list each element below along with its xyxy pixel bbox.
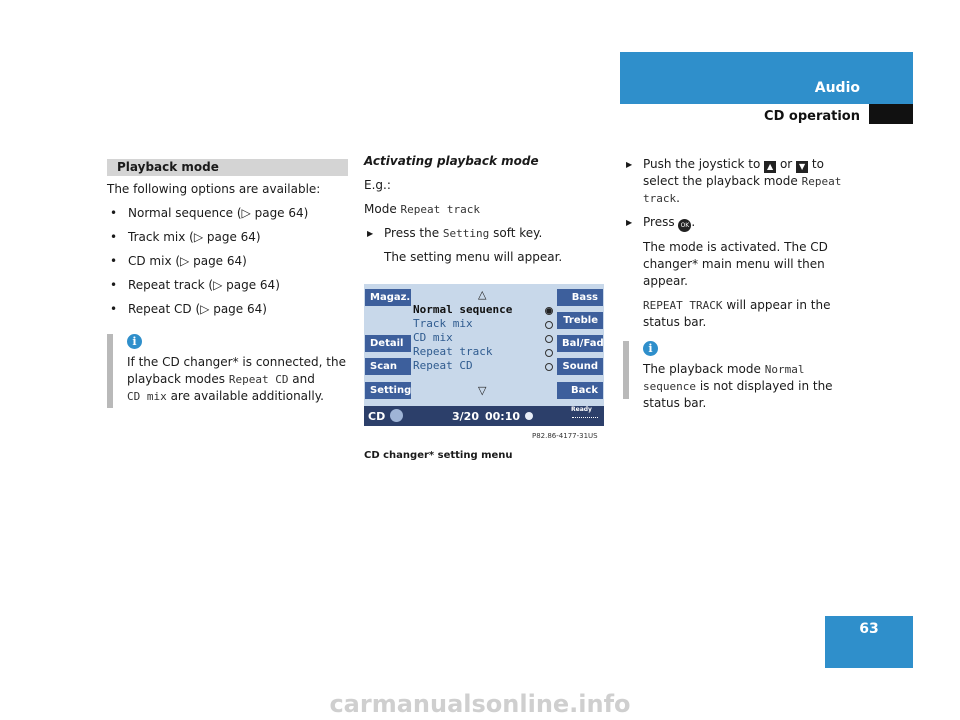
softkey-back[interactable]: Back xyxy=(557,382,603,399)
info-code: CD mix xyxy=(127,390,167,403)
header-band xyxy=(620,52,913,104)
option-item: • CD mix (▷ page 64) xyxy=(107,253,348,270)
radio-icon xyxy=(545,349,553,357)
option-item: • Repeat CD (▷ page 64) xyxy=(107,301,348,318)
radio-icon xyxy=(545,335,553,343)
scroll-down-icon: ▽ xyxy=(478,384,487,397)
info-bar xyxy=(107,334,113,408)
options-intro: The following options are available: xyxy=(107,182,321,196)
left-column xyxy=(107,159,348,405)
menu-item-cd-mix[interactable]: CD mix xyxy=(413,331,453,344)
info-icon: i xyxy=(643,341,658,356)
mode-line xyxy=(364,201,604,218)
joystick-down-icon: ▼ xyxy=(796,161,808,173)
softkey-bass[interactable]: Bass xyxy=(557,289,603,306)
step-press-setting xyxy=(364,225,604,242)
image-code: P82.86-4177-31US xyxy=(532,432,598,440)
subsection-marker xyxy=(869,104,913,124)
activating-heading: Activating playback mode xyxy=(364,154,539,168)
subsection-title: CD operation xyxy=(764,109,860,124)
status-time: 00:10 xyxy=(485,410,521,423)
watermark: carmanualsonline.info xyxy=(329,690,631,718)
repeat-track-status-code: REPEAT TRACK xyxy=(643,299,723,312)
status-result-text xyxy=(623,297,863,331)
repeat-track-code: Repeat track xyxy=(643,175,842,205)
step-text: to select the playback mode xyxy=(643,157,824,188)
option-item: • Normal sequence (▷ page 64) xyxy=(107,205,348,222)
signal-bars-icon xyxy=(572,417,598,422)
step-text: or xyxy=(779,157,793,171)
info-text xyxy=(643,361,863,412)
mode-code: Repeat track xyxy=(400,203,481,216)
softkey-treble[interactable]: Treble xyxy=(557,312,603,329)
menu-item-track-mix[interactable]: Track mix xyxy=(413,317,473,330)
page-number: 63 xyxy=(825,616,913,668)
info-text-part: are available additionally. xyxy=(170,389,324,403)
option-item: • Track mix (▷ page 64) xyxy=(107,229,348,246)
info-note xyxy=(623,341,863,412)
step-result: The setting menu will appear. xyxy=(384,250,563,264)
softkey-detail[interactable]: Detail xyxy=(365,335,411,352)
section-title: Audio xyxy=(814,80,860,96)
softkey-sound[interactable]: Sound xyxy=(557,358,603,375)
step-text: Press xyxy=(643,215,675,229)
result-text-part: will appear in the status bar. xyxy=(643,298,831,329)
status-bar xyxy=(364,406,604,426)
play-indicator-icon xyxy=(525,412,533,420)
info-bar xyxy=(623,341,629,399)
option-item: • Repeat track (▷ page 64) xyxy=(107,277,348,294)
result-text: The mode is activated. The CD changer* main menu will then appear. xyxy=(643,240,828,288)
softkey-magaz[interactable]: Magaz. xyxy=(365,289,411,306)
radio-icon xyxy=(545,321,553,329)
softkey-scan[interactable]: Scan xyxy=(365,358,411,375)
scroll-up-icon: △ xyxy=(478,288,487,301)
info-text-part: and xyxy=(292,372,315,386)
example-label: E.g.: xyxy=(364,178,391,192)
step-push-joystick xyxy=(623,156,863,207)
step-text: soft key. xyxy=(493,226,543,240)
info-text xyxy=(127,354,348,405)
info-code: Repeat CD xyxy=(228,373,289,386)
menu-item-repeat-track[interactable]: Repeat track xyxy=(413,345,493,358)
playback-mode-menu xyxy=(413,303,557,373)
step-text: . xyxy=(691,215,696,229)
middle-column xyxy=(364,154,604,273)
status-track: 3/20 xyxy=(452,410,479,423)
info-text-part: The playback mode xyxy=(643,362,761,376)
right-column xyxy=(623,156,863,419)
mode-label: Mode xyxy=(364,202,397,216)
figure-caption: CD changer* setting menu xyxy=(364,450,513,461)
menu-item-normal-sequence[interactable]: Normal sequence xyxy=(413,303,513,316)
status-ready: Ready xyxy=(571,406,592,413)
joystick-up-icon: ▲ xyxy=(764,161,776,173)
info-icon: i xyxy=(127,334,142,349)
step-press-ok xyxy=(623,214,863,232)
setting-code: Setting xyxy=(442,227,490,240)
info-note xyxy=(107,334,348,405)
cd-changer-screen xyxy=(364,284,604,426)
menu-item-repeat-cd[interactable]: Repeat CD xyxy=(413,359,473,372)
cd-disc-icon xyxy=(390,409,403,422)
info-text-part: is not displayed in the status bar. xyxy=(643,379,833,410)
softkey-setting[interactable]: Setting xyxy=(365,382,411,399)
status-source: CD xyxy=(368,410,386,423)
info-text-part: If the CD changer* is connected, the playback modes xyxy=(127,355,346,386)
step-text: . xyxy=(676,191,680,205)
radio-icon xyxy=(545,363,553,371)
playback-mode-heading: Playback mode xyxy=(107,159,348,176)
step-text: Push the joystick to xyxy=(643,157,761,171)
softkey-bal-fad[interactable]: Bal/Fad xyxy=(557,335,603,352)
radio-selected-icon xyxy=(545,307,553,315)
ok-button-icon: OK xyxy=(678,219,691,232)
info-code: Normal sequence xyxy=(643,363,805,393)
step-text: Press the xyxy=(384,226,440,240)
